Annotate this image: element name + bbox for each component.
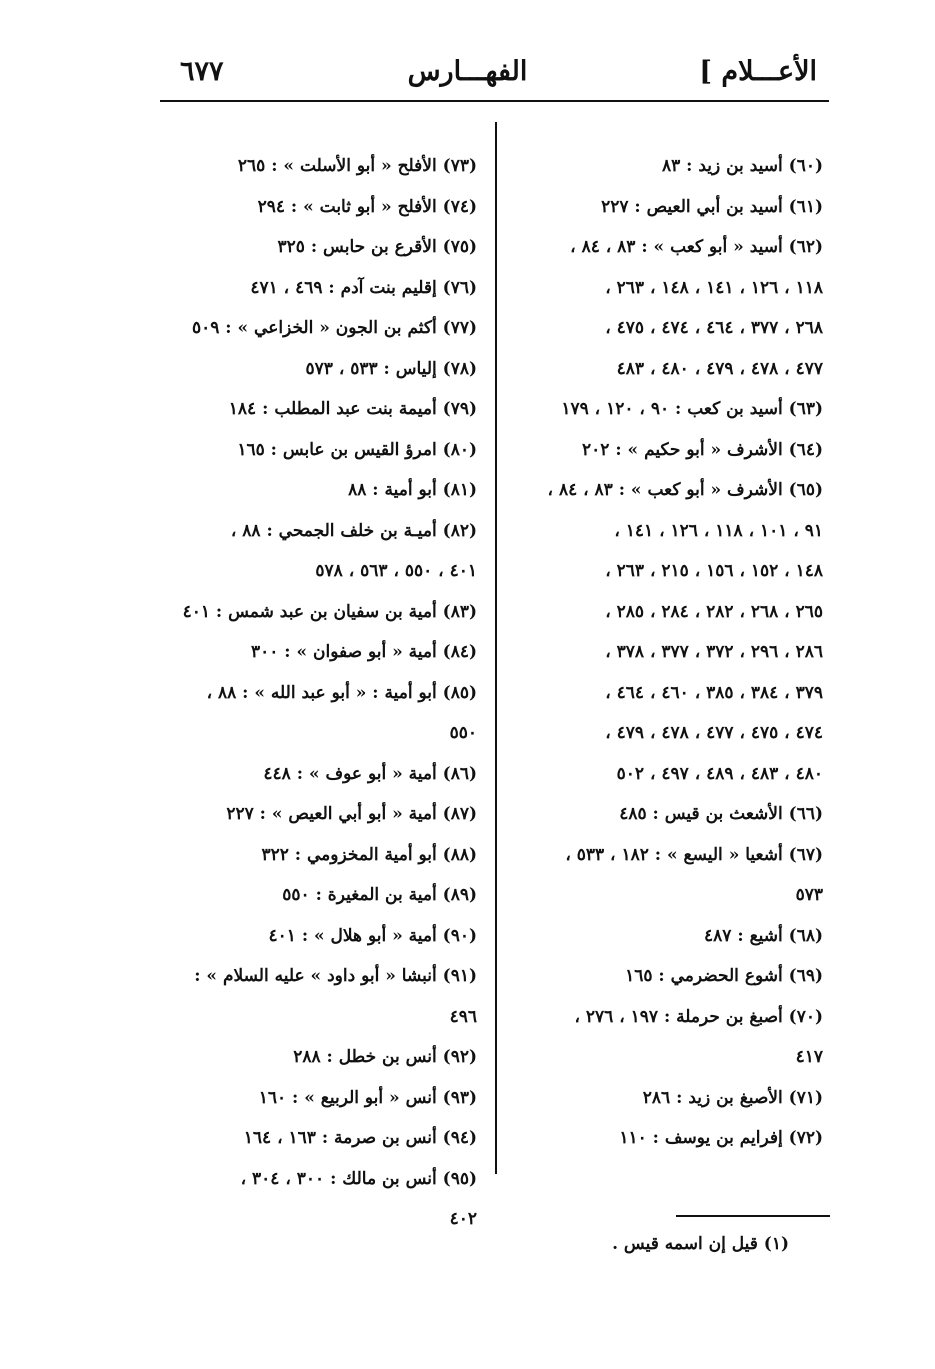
index-line: (٨٦) أمية « أبو عوف » : ٤٤٨ [263, 763, 477, 784]
index-line: ٤١٧ [795, 1047, 823, 1067]
index-line: (٧٣) الأفلح « أبو الأسلت » : ٢٦٥ [237, 156, 477, 176]
index-line: (٩٢) أنس بن خطل : ٢٨٨ [293, 1047, 477, 1067]
index-line: (٨٣) أمية بن سفيان بن عبد شمس : ٤٠١ [182, 601, 477, 622]
index-line: ٢٦٥ ، ٢٦٨ ، ٢٨٢ ، ٢٨٤ ، ٢٨٥ ، [605, 601, 823, 622]
index-line: (٨١) أبو أمية : ٨٨ [348, 480, 477, 500]
index-line: (٦٨) أشيع : ٤٨٧ [704, 925, 823, 946]
index-line: (٦٧) أشعيا « اليسع » : ١٨٢ ، ٥٣٣ ، [565, 844, 823, 865]
index-line: (٩٥) أنس بن مالك : ٣٠٠ ، ٣٠٤ ، [240, 1168, 477, 1189]
index-line: (٦٩) أشوع الحضرمي : ١٦٥ [625, 966, 823, 986]
index-line: ٤٠١ ، ٥٥٠ ، ٥٦٣ ، ٥٧٨ [315, 561, 477, 581]
index-line: ١٤٨ ، ١٥٢ ، ١٥٦ ، ٢١٥ ، ٢٦٣ ، [605, 561, 823, 581]
index-line: ٤٧٧ ، ٤٧٨ ، ٤٧٩ ، ٤٨٠ ، ٤٨٣ [616, 358, 823, 379]
index-line: (٦٢) أسيد « أبو كعب » : ٨٣ ، ٨٤ ، [570, 237, 823, 257]
index-line: (٨٠) امرؤ القيس بن عابس : ١٦٥ [237, 439, 477, 460]
index-line: (٧٥) الأقرع بن حابس : ٣٢٥ [277, 237, 477, 257]
index-line: (٨٨) أبو أمية المخزومي : ٣٢٢ [261, 844, 477, 865]
index-line: (٦٦) الأشعث بن قيس : ٤٨٥ [619, 804, 823, 824]
index-line: (٩٣) أنس « أبو الربيع » : ١٦٠ [258, 1087, 477, 1108]
index-line: (٨٢) أميـة بن خلف الجمحي : ٨٨ ، [230, 520, 477, 541]
index-line: (٧٧) أكثم بن الجون « الخزاعي » : ٥٠٩ [191, 318, 477, 338]
index-line: (٧٠) أصبغ بن حرملة : ١٩٧ ، ٢٧٦ ، [574, 1006, 823, 1027]
header-rule [160, 100, 829, 102]
index-line: ١١٨ ، ١٢٦ ، ١٤١ ، ١٤٨ ، ٢٦٣ ، [605, 277, 823, 298]
index-line: (٦٤) الأشرف « أبو حكيم » : ٢٠٢ [582, 439, 823, 460]
index-line: (٧٦) إقليم بنت آدم : ٤٦٩ ، ٤٧١ [250, 277, 477, 298]
index-line: ٥٧٣ [795, 885, 823, 905]
left-column [167, 146, 477, 1240]
index-line: ٥٥٠ [449, 723, 477, 743]
index-line: (٦٠) أسيد بن زيد : ٨٣ [661, 156, 823, 176]
index-line: (٩٤) أنس بن صرمة : ١٦٣ ، ١٦٤ [243, 1128, 477, 1148]
index-line: ٤٨٠ ، ٤٨٣ ، ٤٨٩ ، ٤٩٧ ، ٥٠٢ [616, 763, 823, 784]
index-line: (٧١) الأصبغ بن زيد : ٢٨٦ [642, 1087, 823, 1108]
footnote-rule [676, 1215, 830, 1217]
page-number: ٦٧٧ [180, 56, 224, 87]
index-line: ٩١ ، ١٠١ ، ١١٨ ، ١٢٦ ، ١٤١ ، [614, 520, 823, 541]
index-line: (٨٧) أمية « أبو أبي العيص » : ٢٢٧ [226, 804, 477, 824]
index-line: (٧٢) إفرايم بن يوسف : ١١٠ [619, 1128, 823, 1148]
index-line: (٨٩) أمية بن المغيرة : ٥٥٠ [282, 885, 477, 905]
footnote: (١) قيل إن اسمه قيس . [612, 1234, 789, 1254]
index-line: (٨٥) أبو أمية : « أبو عبد الله » : ٨٨ ، [206, 682, 477, 703]
index-line: ٤٩٦ [449, 1006, 477, 1027]
page-title: الفهـــارس [407, 56, 528, 87]
index-line: ٣٧٩ ، ٣٨٤ ، ٣٨٥ ، ٤٦٠ ، ٤٦٤ ، [605, 682, 823, 703]
index-line: (٨٤) أمية « أبو صفوان » : ٣٠٠ [250, 642, 477, 662]
index-line: ٢٨٦ ، ٢٩٦ ، ٣٧٢ ، ٣٧٧ ، ٣٧٨ ، [605, 642, 823, 662]
index-line: (٦٣) أسيد بن كعب : ٩٠ ، ١٢٠ ، ١٧٩ [561, 399, 823, 419]
index-line: (٦١) أسيد بن أبي العيص : ٢٢٧ [601, 196, 823, 217]
column-divider [495, 122, 497, 1174]
index-line: ٤٧٤ ، ٤٧٥ ، ٤٧٧ ، ٤٧٨ ، ٤٧٩ ، [605, 723, 823, 743]
index-line: (٧٨) إلياس : ٥٣٣ ، ٥٧٣ [305, 358, 477, 379]
section-heading: الأعـــلام ] [699, 56, 817, 87]
index-line: ٤٠٢ [449, 1209, 477, 1229]
right-column [523, 146, 823, 1159]
index-line: (٩٠) أمية « أبو هلال » : ٤٠١ [268, 925, 477, 946]
index-line: (٩١) أنبشا « أبو داود » عليه السلام » : [194, 966, 477, 986]
index-line: ٢٦٨ ، ٣٧٧ ، ٤٦٤ ، ٤٧٤ ، ٤٧٥ ، [605, 318, 823, 338]
index-line: (٦٥) الأشرف « أبو كعب » : ٨٣ ، ٨٤ ، [547, 480, 823, 500]
index-line: (٧٤) الأفلح « أبو ثابت » : ٢٩٤ [257, 196, 477, 217]
index-line: (٧٩) أميمة بنت عبد المطلب : ١٨٤ [228, 399, 477, 419]
